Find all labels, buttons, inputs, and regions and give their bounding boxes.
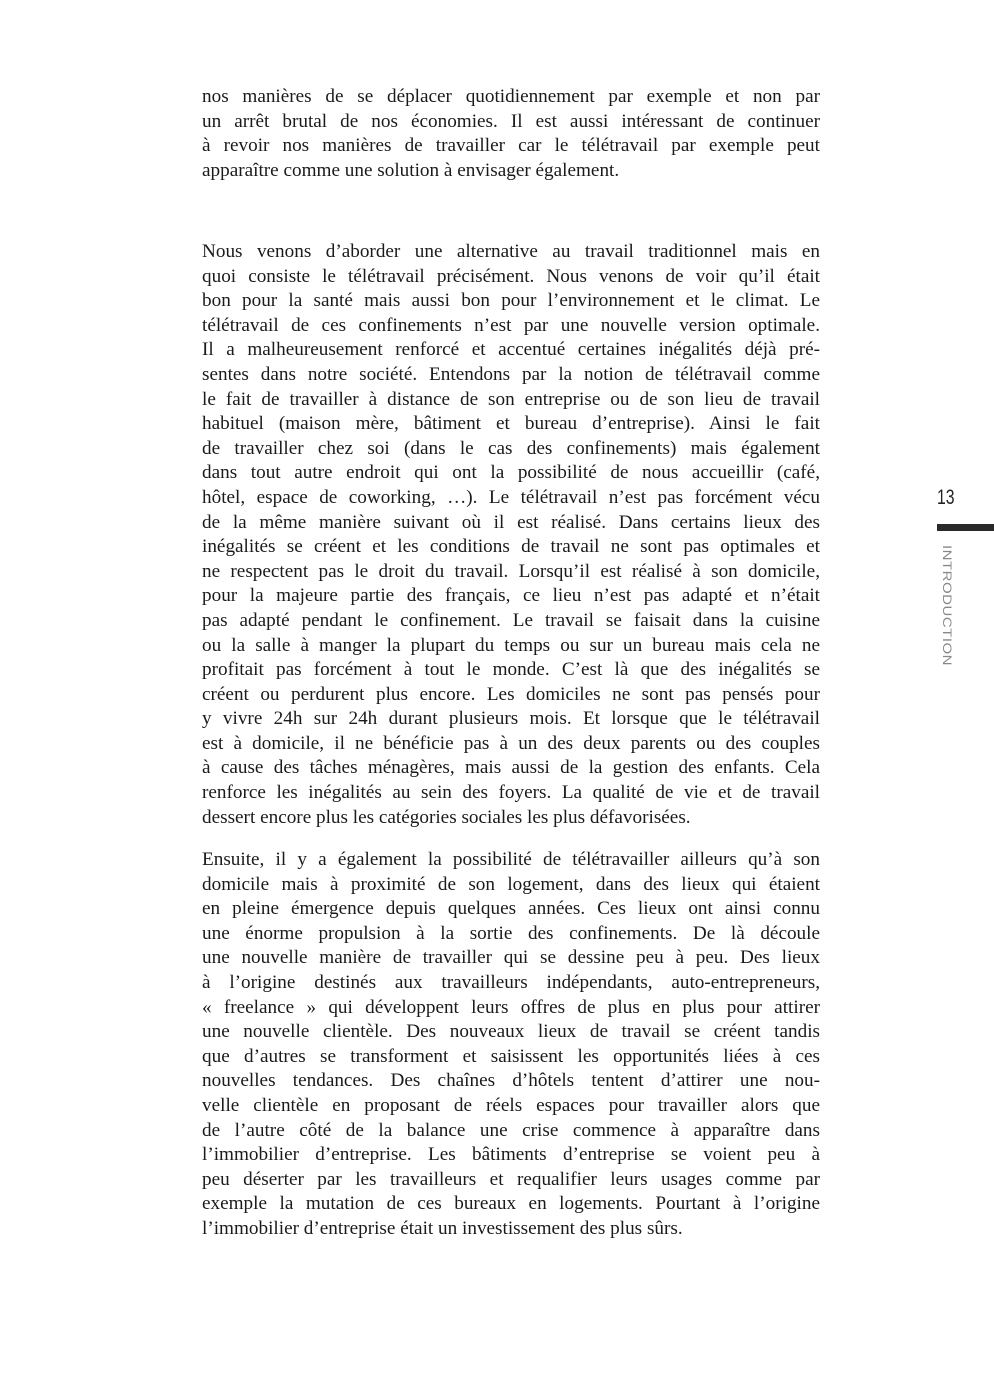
text-line: une nouvelle manière de travailler qui se dessine peu à peu. Des lieux: [202, 947, 820, 969]
paragraph-2: [202, 240, 820, 830]
text-line: habituel (maison mère, bâtiment et bureau d’entreprise). Ainsi le fait: [202, 413, 820, 435]
text-line: inégalités se créent et les conditions de travail ne sont pas optimales et: [202, 536, 820, 558]
text-line: à l’origine destinés aux travailleurs indépendants, auto-entrepreneurs,: [202, 971, 820, 993]
text-line: sentes dans notre société. Entendons par la notion de télétravail comme: [202, 363, 820, 385]
text-line: dans tout autre endroit qui ont la possibilité de nous accueillir (café,: [202, 462, 820, 484]
paragraph-3: [202, 848, 820, 1242]
page-number: 13: [937, 486, 955, 509]
text-line: le fait de travailler à distance de son entreprise ou de son lieu de travail: [202, 388, 820, 410]
text-line: nouvelles tendances. Des chaînes d’hôtels tentent d’attirer une nou-: [202, 1070, 820, 1092]
text-line: nos manières de se déplacer quotidiennement par exemple et non par: [202, 86, 820, 107]
text-line: peu déserter par les travailleurs et requalifier leurs usages comme par: [202, 1168, 820, 1190]
text-line: une énorme propulsion à la sortie des confinements. De là découle: [202, 922, 820, 944]
text-line: Ensuite, il y a également la possibilité de télétravailler ailleurs qu’à son: [202, 849, 820, 870]
text-line: pour la majeure partie des français, ce lieu n’est pas adapté et n’était: [202, 585, 820, 607]
text-line: à revoir nos manières de travailler car le télétravail par exemple peut: [202, 135, 820, 157]
section-label: INTRODUCTION: [939, 545, 954, 666]
text-line: exemple la mutation de ces bureaux en logements. Pourtant à l’origine: [202, 1193, 820, 1215]
text-line: de l’autre côté de la balance une crise commence à apparaître dans: [202, 1119, 820, 1141]
text-line: de travailler chez soi (dans le cas des confinements) mais également: [202, 437, 820, 459]
text-line: domicile mais à proximité de son logement, dans des lieux qui étaient: [202, 873, 820, 895]
text-line: profitait pas forcément à tout le monde. C’est là que des inégalités se: [202, 659, 820, 681]
text-line: dessert encore plus les catégories sociales les plus défavorisées.: [202, 806, 691, 828]
text-line: bon pour la santé mais aussi bon pour l’environnement et le climat. Le: [202, 290, 820, 312]
text-line: un arrêt brutal de nos économies. Il est aussi intéressant de continuer: [202, 110, 820, 132]
text-line: ou la salle à manger la plupart du temps ou sur un bureau mais cela ne: [202, 634, 820, 656]
text-line: renforce les inégalités au sein des foyers. La qualité de vie et de travail: [202, 782, 820, 804]
text-line: l’immobilier d’entreprise. Les bâtiments d’entreprise se voient peu à: [202, 1144, 820, 1166]
text-line: à cause des tâches ménagères, mais aussi de la gestion des enfants. Cela: [202, 757, 820, 779]
text-line: télétravail de ces confinements n’est par une nouvelle version optimale.: [202, 314, 820, 336]
text-line: velle clientèle en proposant de réels espaces pour travailler alors que: [202, 1094, 820, 1116]
text-line: « freelance » qui développent leurs offres de plus en plus pour attirer: [202, 996, 820, 1018]
text-line: ne respectent pas le droit du travail. Lorsqu’il est réalisé à son domicile,: [202, 560, 820, 582]
text-line: l’immobilier d’entreprise était un investissement des plus sûrs.: [202, 1217, 683, 1239]
text-line: en pleine émergence depuis quelques années. Ces lieux ont ainsi connu: [202, 898, 820, 920]
text-line: pas adapté pendant le confinement. Le travail se faisait dans la cuisine: [202, 609, 820, 631]
text-line: hôtel, espace de coworking, …). Le télétravail n’est pas forcément vécu: [202, 486, 820, 508]
text-line: de la même manière suivant où il est réalisé. Dans certains lieux des: [202, 511, 820, 533]
paragraph-1: [202, 85, 820, 183]
text-line: créent ou perdurent plus encore. Les domiciles ne sont pas pensés pour: [202, 683, 820, 705]
text-line: une nouvelle clientèle. Des nouveaux lieux de travail se créent tandis: [202, 1021, 820, 1043]
page-number-rule: [937, 524, 994, 531]
text-line: que d’autres se transforment et saisissent les opportunités liées à ces: [202, 1045, 820, 1067]
text-line: quoi consiste le télétravail précisément. Nous venons de voir qu’il était: [202, 265, 820, 287]
text-line: est à domicile, il ne bénéficie pas à un des deux parents ou des couples: [202, 732, 820, 754]
text-line: Il a malheureusement renforcé et accentué certaines inégalités déjà pré-: [202, 339, 820, 361]
text-line: apparaître comme une solution à envisager également.: [202, 159, 620, 181]
text-line: y vivre 24h sur 24h durant plusieurs mois. Et lorsque que le télétravail: [202, 708, 820, 730]
text-line: Nous venons d’aborder une alternative au travail traditionnel mais en: [202, 241, 820, 262]
